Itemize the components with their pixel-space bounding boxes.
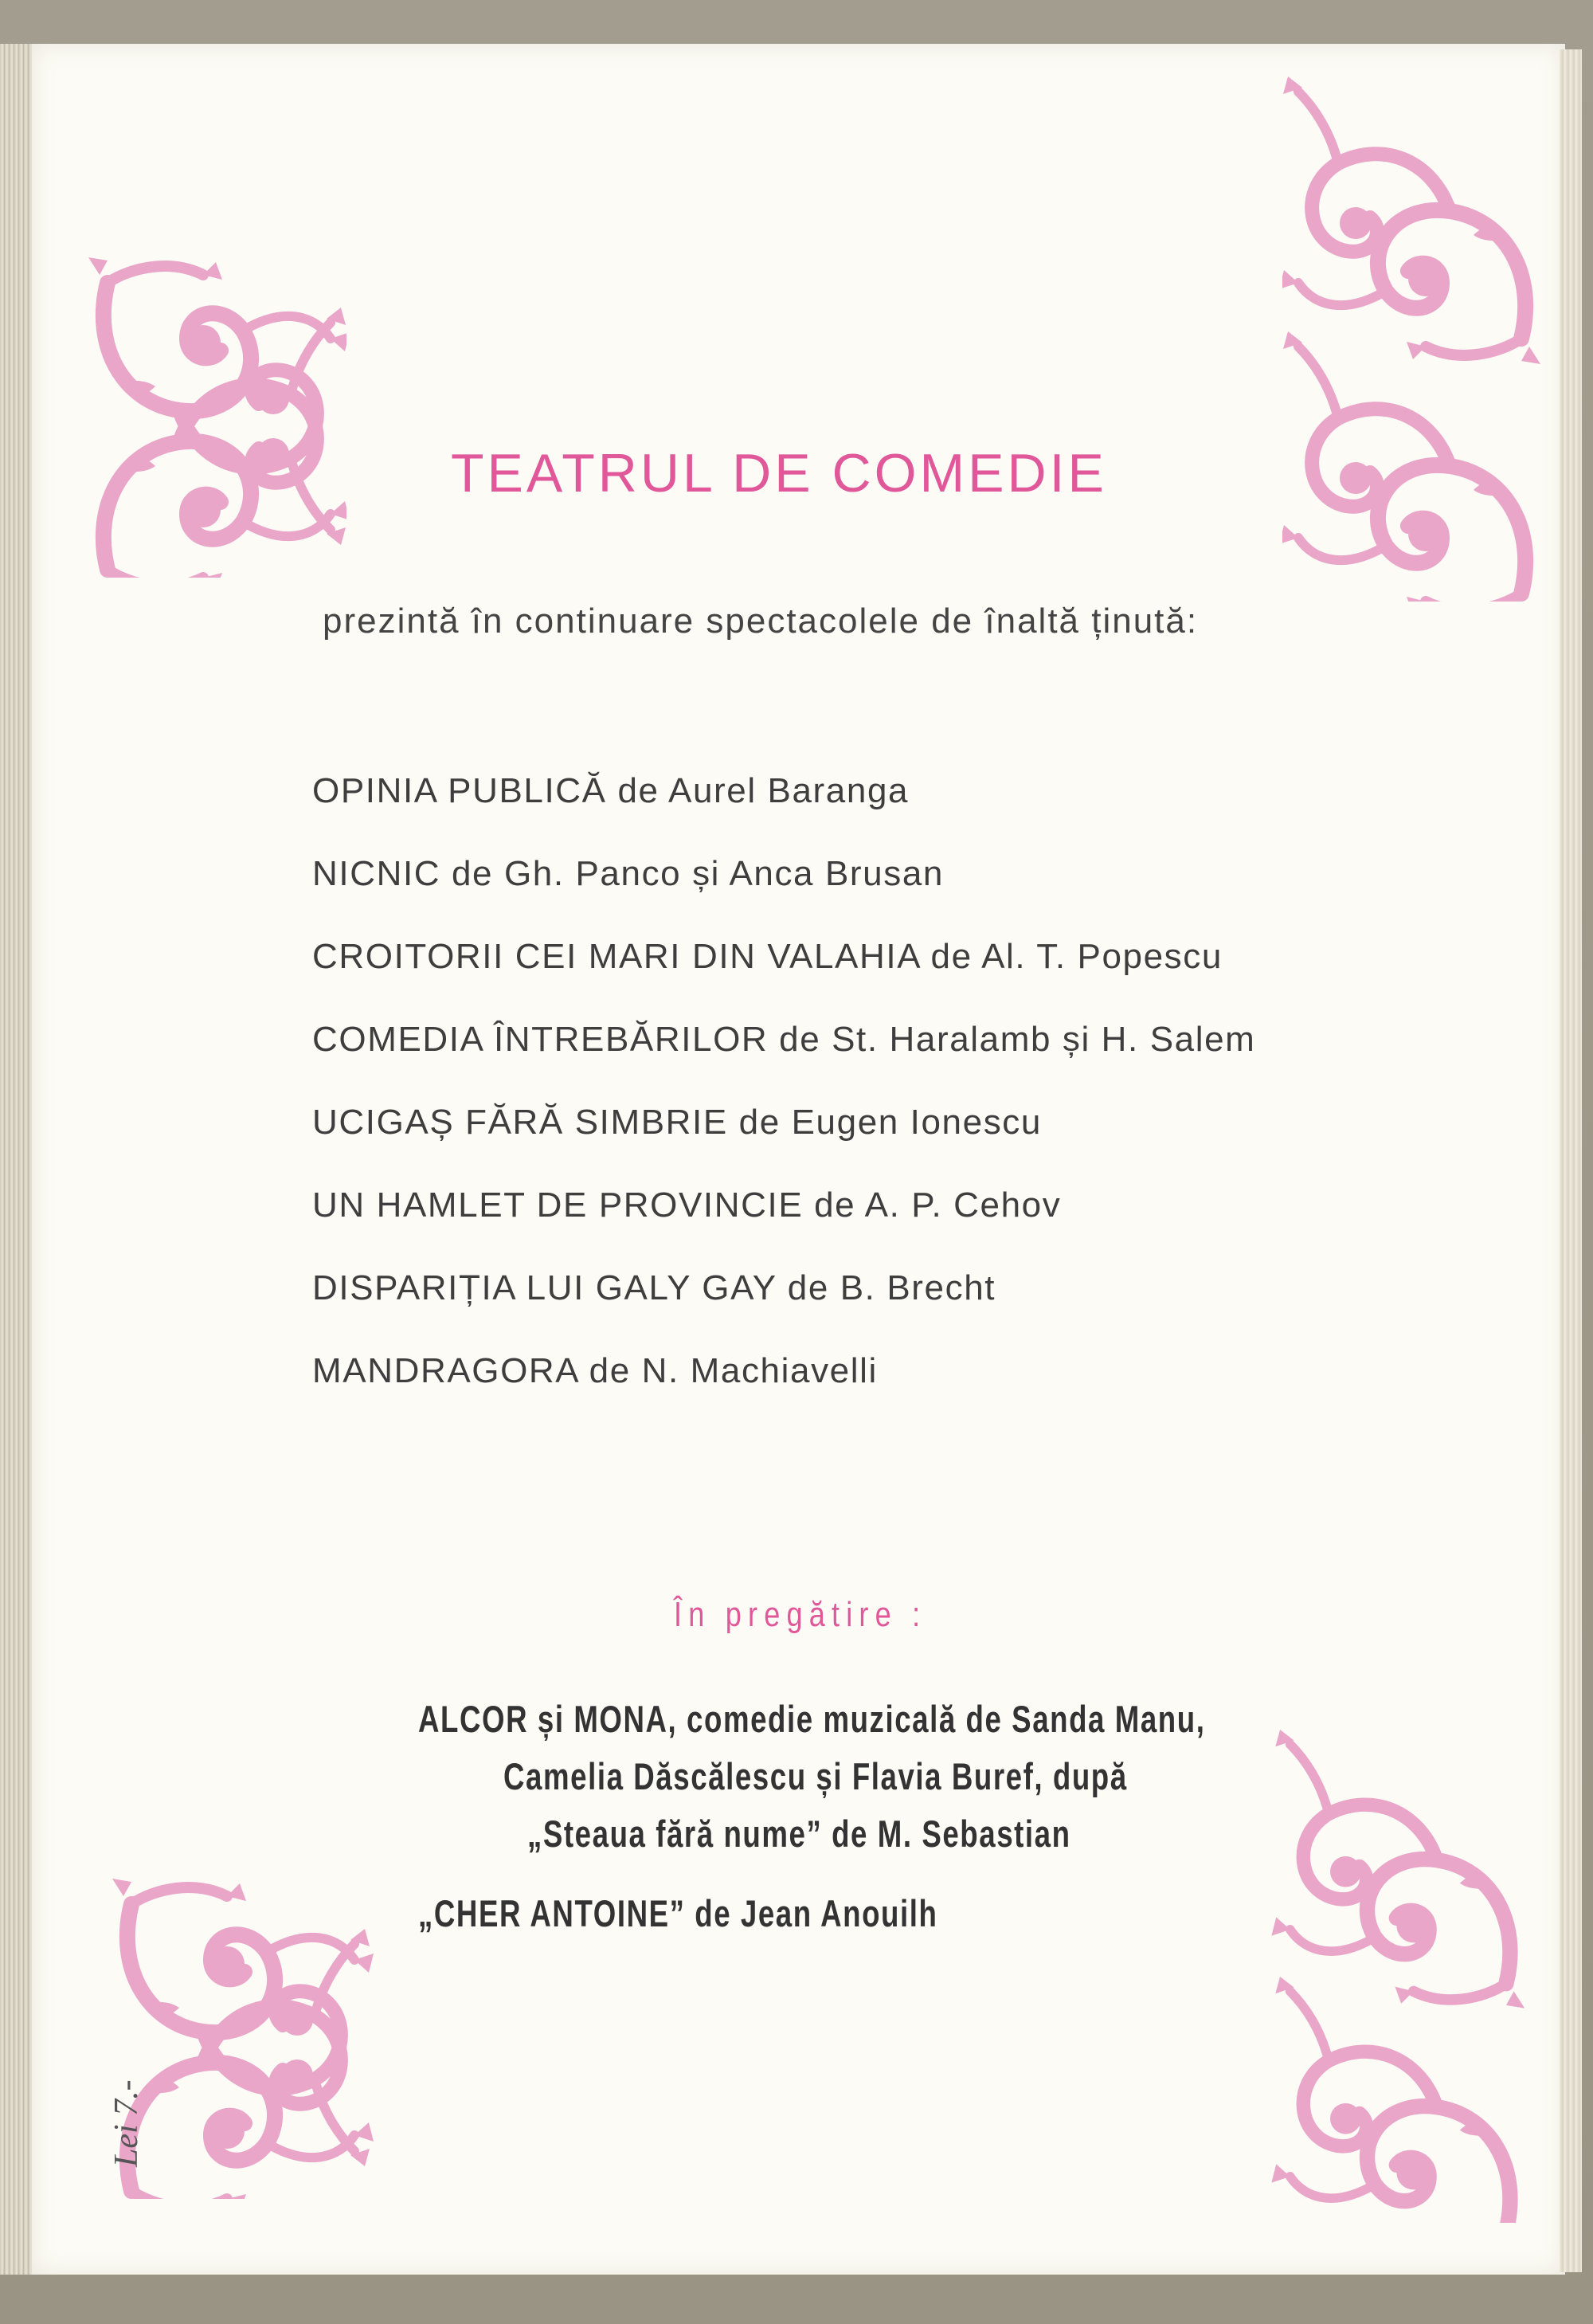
subtitle: prezintă în continuare spectacolele de înaltă ținută:	[323, 602, 1199, 641]
list-item: UN HAMLET DE PROVINCIE de A. P. Cehov	[312, 1186, 1062, 1225]
in-preparation-list	[414, 1697, 1354, 1949]
price-label: Lei 7.-	[108, 2079, 145, 2167]
list-item: „CHER ANTOINE” de Jean Anouilh	[418, 1892, 938, 1934]
page-edge	[1560, 49, 1582, 2272]
list-item: „Steaua fără nume” de M. Sebastian	[527, 1813, 1071, 1855]
floral-corner-ornament-top-left	[76, 68, 346, 578]
list-item: NICNIC de Gh. Panco și Anca Brusan	[312, 854, 944, 893]
list-item: OPINIA PUBLICĂ de Aurel Baranga	[312, 771, 910, 810]
list-item: MANDRAGORA de N. Machiavelli	[312, 1351, 878, 1390]
list-item: COMEDIA ÎNTREBĂRILOR de St. Haralamb și H. Salem	[312, 1020, 1256, 1059]
floral-corner-ornament-top-right	[1282, 76, 1553, 602]
in-preparation-heading: În pregătire :	[674, 1595, 927, 1634]
list-item: CROITORII CEI MARI DIN VALAHIA de Al. T. Popescu	[312, 937, 1223, 976]
page-title: TEATRUL DE COMEDIE	[451, 443, 1107, 504]
list-item: UCIGAȘ FĂRĂ SIMBRIE de Eugen Ionescu	[312, 1103, 1042, 1142]
list-item: ALCOR și MONA, comedie muzicală de Sanda Manu,	[418, 1698, 1206, 1740]
list-item: Camelia Dăscălescu și Flavia Buref, după	[503, 1755, 1128, 1797]
list-item: DISPARIȚIA LUI GALY GAY de B. Brecht	[312, 1268, 996, 1307]
repertoire-list	[312, 771, 1255, 1434]
